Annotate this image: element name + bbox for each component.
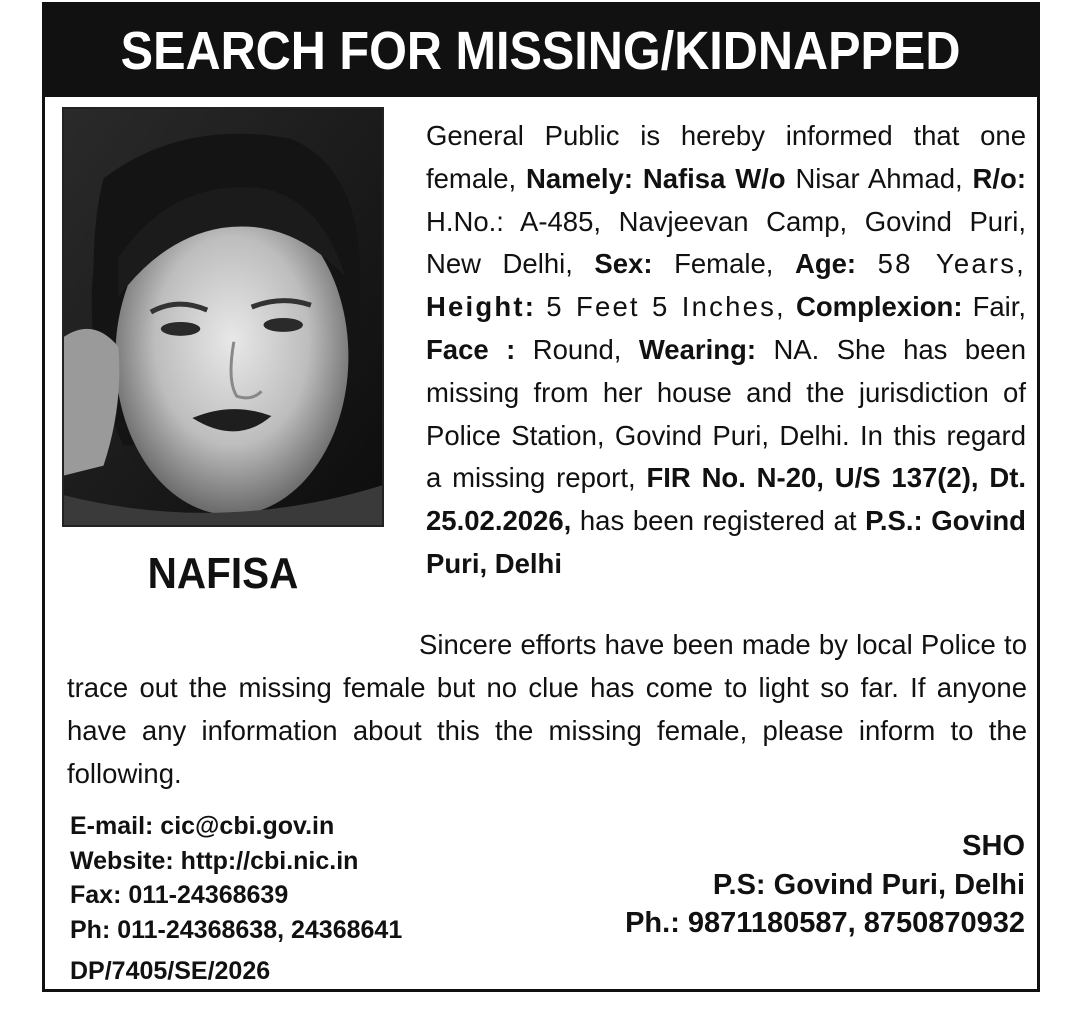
person-details (426, 115, 1026, 586)
sex-value: Female, (674, 248, 774, 280)
wearing-label: Wearing: (638, 333, 756, 365)
sho-block (625, 827, 1025, 943)
address-text: H.No.: A-485, Navjeevan Camp, Govind Puri, New Delhi, (426, 205, 1026, 280)
sho-station: P.S: Govind Puri, Delhi (712, 868, 1025, 901)
contact-email: E-mail: cic@cbi.gov.in (70, 812, 335, 840)
contact-details (70, 809, 402, 947)
sex-label: Sex: (594, 248, 653, 280)
face-label: Face : (426, 333, 516, 365)
portrait-image (64, 109, 382, 525)
height-label: Height: (426, 291, 537, 323)
name-label: Namely: Nafisa W/o (526, 162, 786, 194)
complexion-label: Complexion: (795, 291, 963, 323)
face-value: Round, (532, 333, 622, 365)
contact-fax: Fax: 011-24368639 (70, 881, 289, 909)
notice-header (45, 5, 1037, 97)
photo-caption: NAFISA (147, 549, 299, 598)
age-label: Age: (794, 248, 857, 280)
fir-number: FIR No. N-20, U/S 137(2), Dt. 25.02.2026, (426, 462, 1026, 537)
residence-label: R/o: (972, 162, 1026, 194)
complexion-value: Fair, (972, 291, 1027, 323)
appeal-text: Sincere efforts have been made by local Police to trace out the missing female but no clue has come to light so far. If anyone have any information about this the missing female, please inform to the following. (67, 629, 1027, 789)
sho-phone: Ph.: 9871180587, 8750870932 (625, 907, 1025, 939)
age-value: 58 Years, (877, 248, 1027, 280)
height-value: 5 Feet 5 Inches, (546, 291, 786, 323)
wearing-value: NA. (773, 333, 820, 365)
police-station: P.S.: Govind Puri, Delhi (426, 505, 1026, 579)
spouse-name: Nisar Ahmad, (795, 162, 963, 194)
missing-person-notice (42, 2, 1040, 992)
appeal-paragraph (67, 623, 1027, 795)
missing-description: She has been missing from her house and the jurisdiction of Police Station, Govind Puri, Delhi. In this regard a missing report, (426, 333, 1027, 494)
missing-person-photo (62, 107, 384, 527)
reference-number: DP/7405/SE/2026 (70, 957, 271, 985)
notice-title: SEARCH FOR MISSING/KIDNAPPED (121, 21, 961, 81)
intro-text: General Public is hereby informed that one female, (426, 120, 1026, 194)
contact-phone: Ph: 011-24368638, 24368641 (70, 915, 403, 944)
contact-website: Website: http://cbi.nic.in (70, 846, 359, 875)
sho-title: SHO (962, 830, 1025, 862)
registered-text: has been registered at (579, 505, 857, 537)
